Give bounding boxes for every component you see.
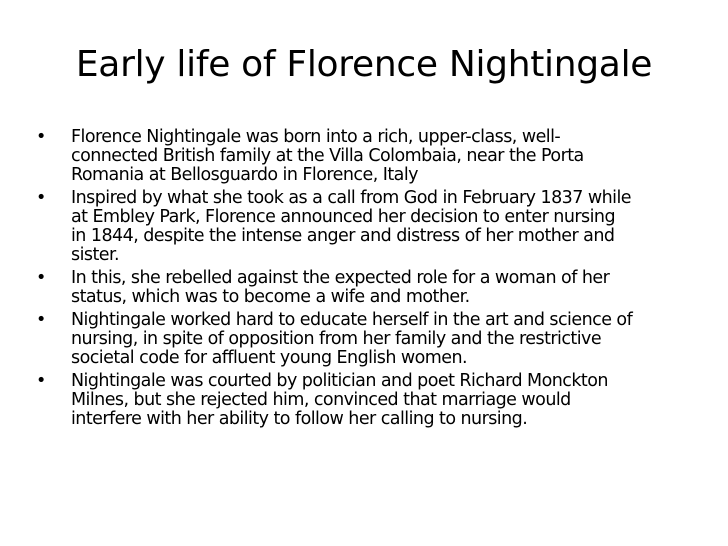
bullet-item — [36, 269, 696, 307]
bullet-item — [36, 128, 696, 185]
bullet-dot-icon: • — [36, 268, 47, 288]
bullet-text — [71, 311, 696, 368]
bullet-item — [36, 372, 696, 429]
bullet-line: Nightingale was courted by politician and poet Richard Monckton — [71, 371, 608, 391]
bullet-text — [71, 372, 696, 429]
bullet-text — [71, 128, 696, 185]
bullet-line: status, which was to become a wife and mother. — [71, 287, 470, 307]
bullet-dot-icon: • — [36, 371, 47, 391]
bullet-line: Nightingale worked hard to educate herself in the art and science of — [71, 310, 633, 330]
bullet-line: at Embley Park, Florence announced her decision to enter nursing — [71, 207, 616, 227]
bullet-line: interfere with her ability to follow her calling to nursing. — [71, 409, 528, 429]
bullet-line: Inspired by what she took as a call from God in February 1837 while — [71, 188, 631, 208]
bullet-dot-icon: • — [36, 310, 47, 330]
bullet-text — [71, 269, 696, 307]
bullet-dot-icon: • — [36, 127, 47, 147]
bullet-item — [36, 189, 696, 265]
bullet-line: nursing, in spite of opposition from her family and the restrictive — [71, 329, 602, 349]
bullet-line: Romania at Bellosguardo in Florence, Italy — [71, 165, 418, 185]
bullet-line: Milnes, but she rejected him, convinced that marriage would — [71, 390, 571, 410]
bullet-line: in 1844, despite the intense anger and distress of her mother and — [71, 226, 615, 246]
bullet-text — [71, 189, 696, 265]
slide-title: Early life of Florence Nightingale — [75, 44, 653, 85]
bullet-line: societal code for affluent young English women. — [71, 348, 468, 368]
bullet-list — [36, 128, 696, 433]
bullet-line: sister. — [71, 245, 120, 265]
bullet-item — [36, 311, 696, 368]
bullet-line: Florence Nightingale was born into a rich, upper-class, well- — [71, 127, 561, 147]
bullet-line: connected British family at the Villa Colombaia, near the Porta — [71, 146, 584, 166]
bullet-line: In this, she rebelled against the expected role for a woman of her — [71, 268, 610, 288]
bullet-dot-icon: • — [36, 188, 47, 208]
